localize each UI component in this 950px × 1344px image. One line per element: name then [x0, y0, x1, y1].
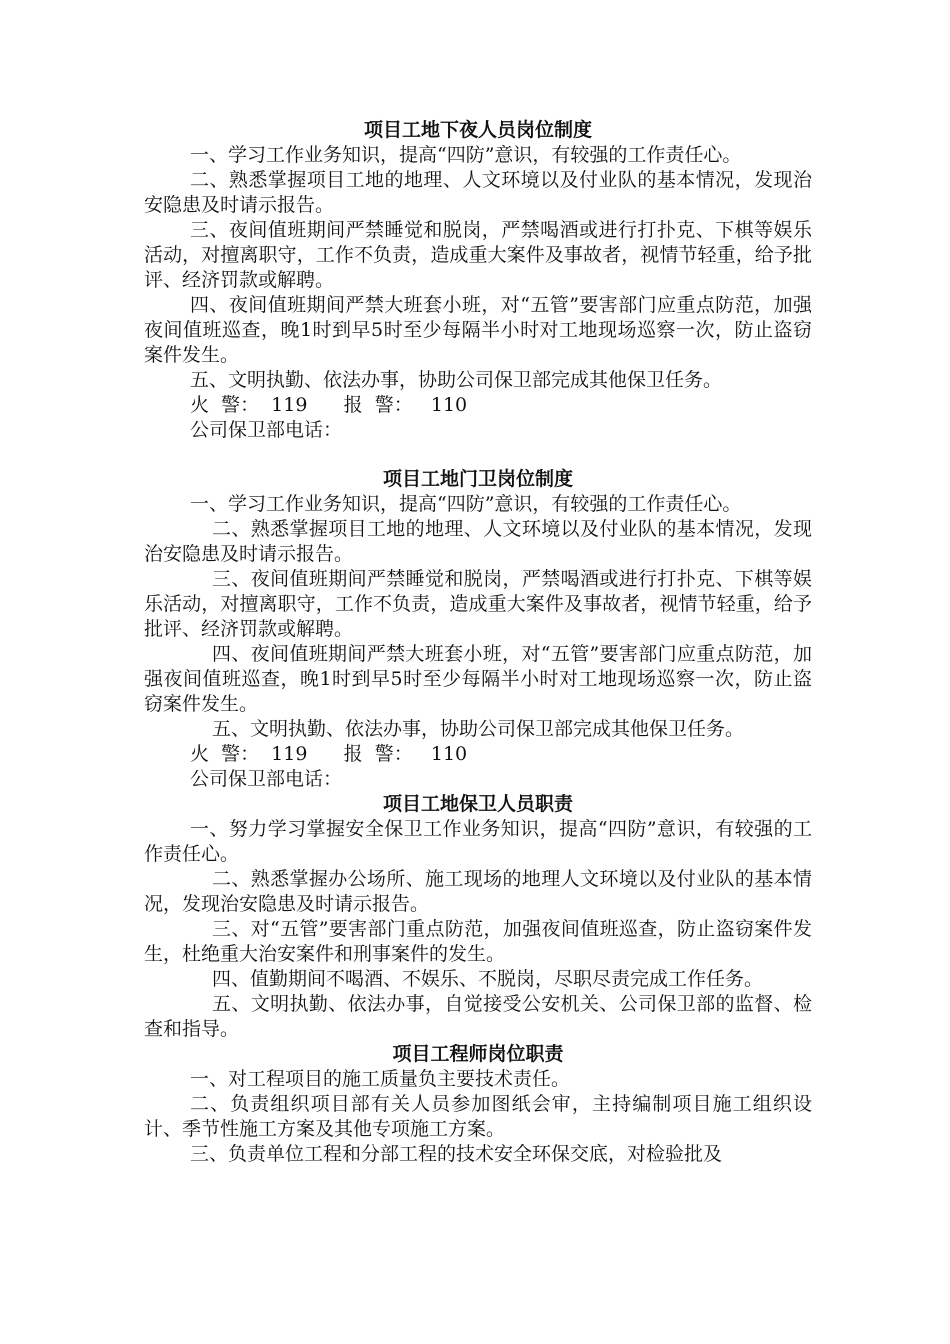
- section-title: 项目工地保卫人员职责: [382, 793, 573, 815]
- department-phone-line: 公司保卫部电话：: [190, 768, 343, 790]
- paragraph: 一、学习工作业务知识，提高“四防”意识，有较强的工作责任心。: [190, 144, 742, 166]
- paragraph: 三、夜间值班期间严禁睡觉和脱岗，严禁喝酒或进行打扑克、下棋等娱乐活动，对擅离职守，工作不负责，造成重大案件及事故者，视情节轻重，给予批评、经济罚款或解聘。: [144, 568, 812, 640]
- paragraph: 五、文明执勤、依法办事，协助公司保卫部完成其他保卫任务。: [190, 369, 723, 391]
- section-title: 项目工地下夜人员岗位制度: [363, 119, 592, 141]
- paragraph: 二、熟悉掌握办公场所、施工现场的地理人文环境以及付业队的基本情况，发现治安隐患及时请示报告。: [144, 868, 812, 915]
- paragraph: 四、夜间值班期间严禁大班套小班，对“五管”要害部门应重点防范，加强夜间值班巡查，晚1时到早5时至少每隔半小时对工地现场巡察一次，防止盗窃案件发生。: [144, 294, 812, 366]
- emergency-phone-line: 火 警： 119 报 警： 110: [190, 394, 468, 416]
- paragraph: 三、对“五管”要害部门重点防范，加强夜间值班巡查，防止盗窃案件发生，杜绝重大治安案件和刑事案件的发生。: [144, 918, 812, 965]
- paragraph: 一、努力学习掌握安全保卫工作业务知识，提高“四防”意识，有较强的工作责任心。: [144, 818, 812, 865]
- section-title: 项目工程师岗位职责: [392, 1043, 564, 1065]
- paragraph: 二、熟悉掌握项目工地的地理、人文环境以及付业队的基本情况，发现治安隐患及时请示报告。: [144, 518, 812, 565]
- paragraph: 五、文明执勤、依法办事，自觉接受公安机关、公司保卫部的监督、检查和指导。: [144, 993, 812, 1040]
- document-page: [144, 118, 812, 1167]
- paragraph: 一、对工程项目的施工质量负主要技术责任。: [190, 1068, 571, 1090]
- paragraph: 三、夜间值班期间严禁睡觉和脱岗，严禁喝酒或进行打扑克、下棋等娱乐活动，对擅离职守，工作不负责，造成重大案件及事故者，视情节轻重，给予批评、经济罚款或解聘。: [144, 219, 812, 291]
- paragraph: 四、值勤期间不喝酒、不娱乐、不脱岗，尽职尽责完成工作任务。: [212, 968, 764, 990]
- section-spacer: [144, 443, 812, 467]
- paragraph: 二、熟悉掌握项目工地的地理、人文环境以及付业队的基本情况，发现治安隐患及时请示报告。: [144, 169, 812, 216]
- paragraph: 一、学习工作业务知识，提高“四防”意识，有较强的工作责任心。: [190, 493, 742, 515]
- paragraph: 五、文明执勤、依法办事，协助公司保卫部完成其他保卫任务。: [212, 718, 745, 740]
- department-phone-line: 公司保卫部电话：: [190, 419, 343, 441]
- section-title: 项目工地门卫岗位制度: [382, 468, 573, 490]
- paragraph: 四、夜间值班期间严禁大班套小班，对“五管”要害部门应重点防范，加强夜间值班巡查，晚1时到早5时至少每隔半小时对工地现场巡察一次，防止盗窃案件发生。: [144, 643, 812, 715]
- paragraph: 三、负责单位工程和分部工程的技术安全环保交底，对检验批及: [190, 1143, 723, 1165]
- emergency-phone-line: 火 警： 119 报 警： 110: [190, 743, 468, 765]
- paragraph: 二、负责组织项目部有关人员参加图纸会审，主持编制项目施工组织设计、季节性施工方案及其他专项施工方案。: [144, 1093, 812, 1140]
